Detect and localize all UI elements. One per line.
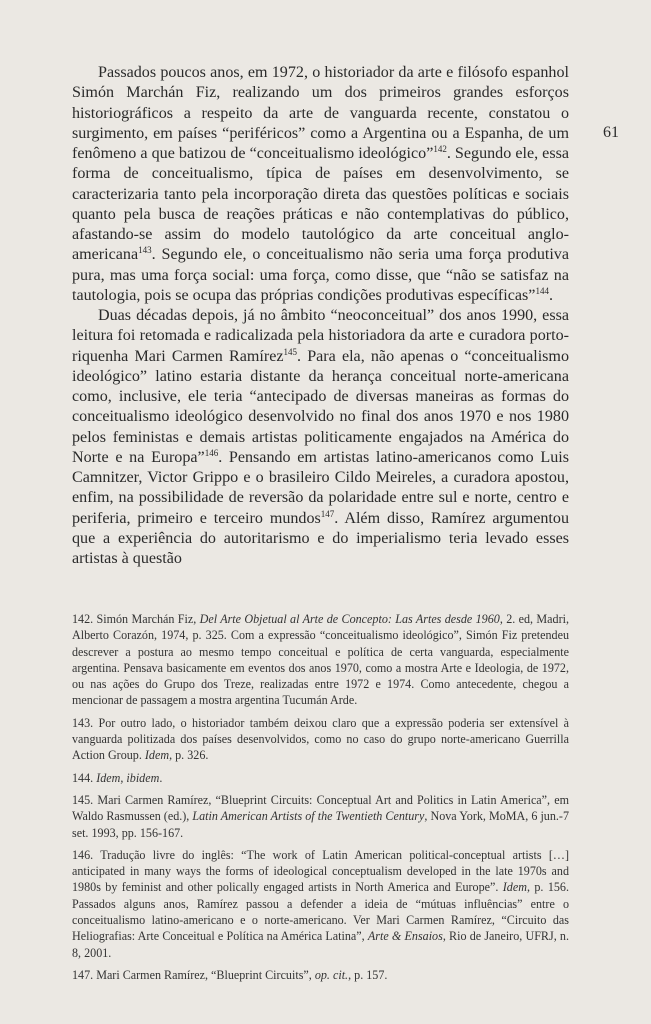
paragraph [72,63,569,306]
text-run: 147. Mari Carmen Ramírez, “Blueprint Circuits”, [72,967,315,982]
page-number: 61 [603,124,619,141]
text-run: , Nova York, MoMA, 6 jun.-7 set. 1993, pp. 156-167. [72,809,569,840]
footnote-142 [72,611,569,709]
footnote-147 [72,967,569,983]
text-run: . [548,286,553,304]
footnote-ref-145: 145 [283,346,298,357]
text-run: . Segundo ele, o conceitualismo não seria uma força produtiva pura, mas uma força social: uma força, como disse, que “não se satisfaz na tautologia, pois se ocupa das próprias condições produtivas específicas” [72,246,569,304]
footnote-146 [72,847,569,961]
paragraph [72,306,569,569]
text-run: Passados poucos anos, em 1972, o historiador da arte e filósofo espanhol Simón Marchán Fiz, realizando um dos primeiros grandes esforços historiográficos a respeito da arte de vanguarda recente, constatou o surgimento, em países “periféricos” como a Argentina ou a Espanha, de um fenômeno a que batizou de “conceitualismo ideológico” [72,64,569,162]
text-run: . Segundo ele, essa forma de conceitualismo, típica de países em desenvolvimento, se caracterizaria tanto pela incorporação direta das questões políticas e sociais quanto pela busca de reações práticas e não contemplativas do público, afastando-se assim do modelo tautológico da arte conceitual anglo-americana [72,145,569,264]
text-run: , p. 156. Passados alguns anos, Ramírez passou a defender a ideia de “mútuas influências” entre o conceitualismo latino-americano e o norte-americano. Ver Mari Carmen Ramírez, “Circuito das Heliografias: Arte Conceitual e Política na América Latina”, [72,880,569,944]
italic-title: Del Arte Objetual al Arte de Concepto: Las Artes desde 1960 [199,612,500,626]
text-run: 146. Tradução livre do inglês: “The work of Latin American political-conceptual artists […] anticipated in many ways the forms of ideological conceptualism developed in the late 1970s and 1980s by feminist and other polically engaged artists in North America and Europe”. [72,847,569,895]
text-run: , 2. ed, Madri, Alberto Corazón, 1974, p. 325. Com a expressão “conceitualismo ideológico”, Simón Fiz pretendeu descrever a postura ao mesmo tempo conceitual e política de certa vanguarda, especialmente argentina. Pensava basicamente em eventos dos anos 1970, como a mostra Arte e Ideologia, de 1972, ou nas ações do Grupo dos Treze, realizadas entre 1972 e 1974. Como antecedente, chegou a mencionar de passagem a mostra argentina Tucumán Arde. [72,612,569,708]
italic-ref: Idem [502,880,527,895]
main-text [72,63,569,569]
text-run: 143. Por outro lado, o historiador também deixou claro que a expressão poderia ser extensível à vanguarda politizada dos países desenvolvidos, como no caso do grupo norte-americano Guerrilla Action Group. [72,715,569,763]
italic-ref: Idem [144,748,170,763]
text-run: 144. [72,770,97,785]
italic-title: Latin American Artists of the Twentieth Century [192,809,425,824]
footnotes [72,611,569,989]
italic-ref: op. cit. [314,967,349,982]
text-run: . Pensando em artistas latino-americanos como Luis Camnitzer, Victor Grippo e o brasileiro Cildo Meireles, a curadora apostou, enfim, na possibilidade de reversão da polaridade entre sul e norte, centro e periferia, primeiro e terceiro mundos [72,448,569,527]
italic-title: Arte & Ensaios [367,929,443,944]
text-run: , p. 157. [348,967,388,982]
italic-ref: Idem, ibidem [96,770,160,785]
footnote-ref-147: 147 [320,508,335,519]
text-run: , p. 326. [169,748,209,763]
footnote-ref-143: 143 [138,245,152,256]
footnote-143 [72,715,569,764]
text-run: . [159,770,163,785]
footnote-ref-146: 146 [204,447,219,458]
footnote-ref-144: 144 [535,285,549,296]
text-run: . Além disso, Ramírez argumentou que a experiência do autoritarismo e do imperialismo teria levado esses artistas à questão [72,509,569,567]
text-run: , Rio de Janeiro, UFRJ, n. 8, 2001. [72,929,569,960]
text-run: 145. Mari Carmen Ramírez, “Blueprint Circuits: Conceptual Art and Politics in Latin America”, em Waldo Rasmussen (ed.), [72,792,569,824]
text-run: Duas décadas depois, já no âmbito “neoconceitual” dos anos 1990, essa leitura foi retomada e radicalizada pela historiadora da arte e curadora porto-riquenha Mari Carmen Ramírez [72,307,569,365]
footnote-ref-142: 142 [433,144,447,154]
text-run: 142. Simón Marchán Fiz, [72,612,200,626]
footnote-144 [72,770,569,786]
footnote-145 [72,792,569,841]
text-run: . Para ela, não apenas o “conceitualismo ideológico” latino estaria distante da herança conceitual norte-americana como, inclusive, ele teria “antecipado de diversas maneiras as formas do conceitualismo ideológico desenvolvido no final dos anos 1970 e nos 1980 pelos feministas e demais artistas politicamente engajados na América do Norte e na Europa” [72,347,569,466]
